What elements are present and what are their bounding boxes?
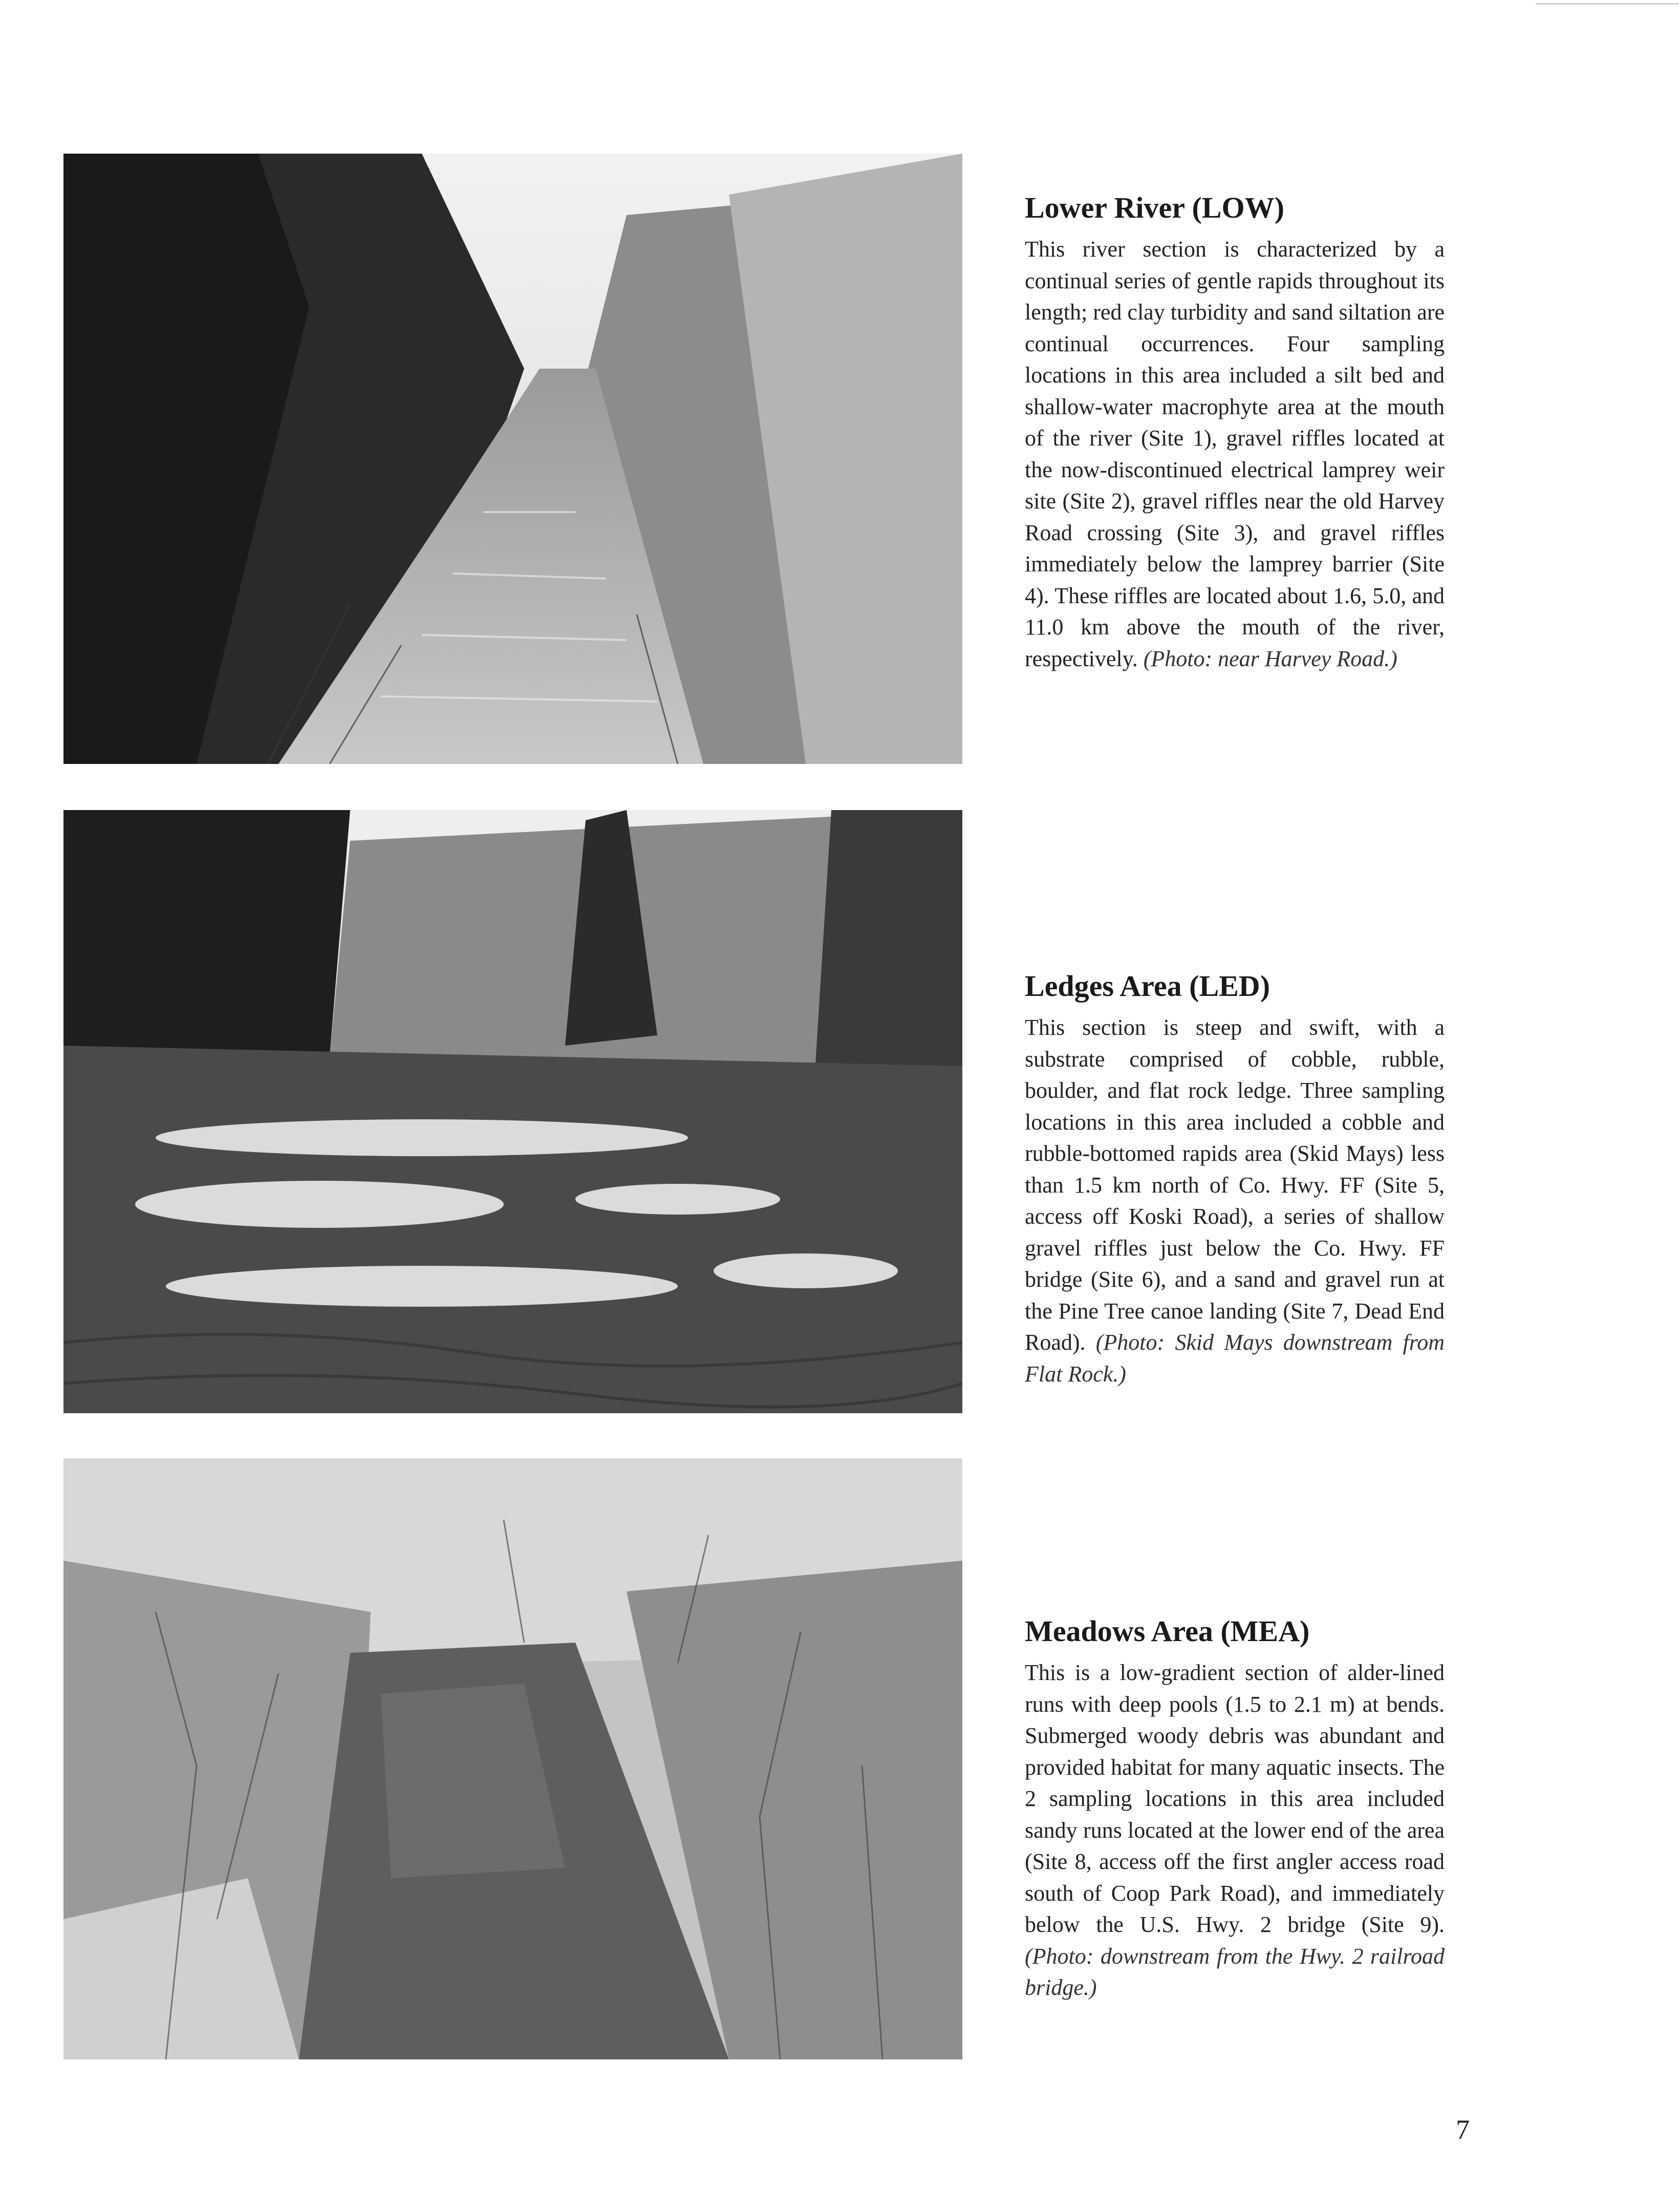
photo-caption: (Photo: near Harvey Road.) — [1143, 646, 1397, 671]
photo-caption: (Photo: downstream from the Hwy. 2 railroad bridge.) — [1025, 1943, 1445, 2000]
section-heading: Meadows Area (MEA) — [1025, 1614, 1310, 1648]
photo-lower-river — [63, 154, 962, 764]
photo-ledges-area — [63, 810, 962, 1413]
section-heading: Ledges Area (LED) — [1025, 969, 1271, 1003]
section-body — [1025, 233, 1445, 674]
body-text: This section is steep and swift, with a substrate comprised of cobble, rubble, boulder, and flat rock ledge. Three sampling locations in this area included a cobble and rubble-bottomed rapids area (Skid Mays) less than 1.5 km north of Co. Hwy. FF (Site 5, access off Koski Road), a series of shallow gravel riffles just below the Co. Hwy. FF bridge (Site 6), and a sand and gravel run at the Pine Tree canoe landing (Site 7, Dead End Road). — [1025, 1015, 1445, 1355]
section-body — [1025, 1012, 1445, 1390]
photo-caption: (Photo: Skid Mays downstream from Flat Rock.) — [1025, 1330, 1445, 1387]
photo-meadows-area — [63, 1458, 962, 2059]
top-edge-rule — [1536, 3, 1679, 5]
body-text: This river section is characterized by a continual series of gentle rapids throughout its length; red clay turbidity and sand siltation are continual occurrences. Four sampling locations in this area included a silt bed and shallow-water macrophyte area at the mouth of the river (Site 1), gravel riffles located at the now-discontinued electrical lamprey weir site (Site 2), gravel riffles near the old Harvey Road crossing (Site 3), and gravel riffles immediately below the lamprey barrier (Site 4). These riffles are located about 1.6, 5.0, and 11.0 km above the mouth of the river, respectively. — [1025, 237, 1445, 671]
section-heading: Lower River (LOW) — [1025, 191, 1284, 224]
page-number: 7 — [1456, 2114, 1470, 2145]
section-body — [1025, 1657, 1445, 2004]
section-ledges-area — [1025, 968, 1445, 1390]
body-text: This is a low-gradient section of alder-lined runs with deep pools (1.5 to 2.1 m) at bends. Submerged woody debris was abundant and provided habitat for many aquatic insects. The 2 sampling locations in this area included sandy runs located at the lower end of the area (Site 8, access off the first angler access road south of Coop Park Road), and immediately below the U.S. Hwy. 2 bridge (Site 9). — [1025, 1660, 1445, 1937]
section-meadows-area — [1025, 1613, 1445, 2004]
section-lower-river — [1025, 189, 1445, 674]
